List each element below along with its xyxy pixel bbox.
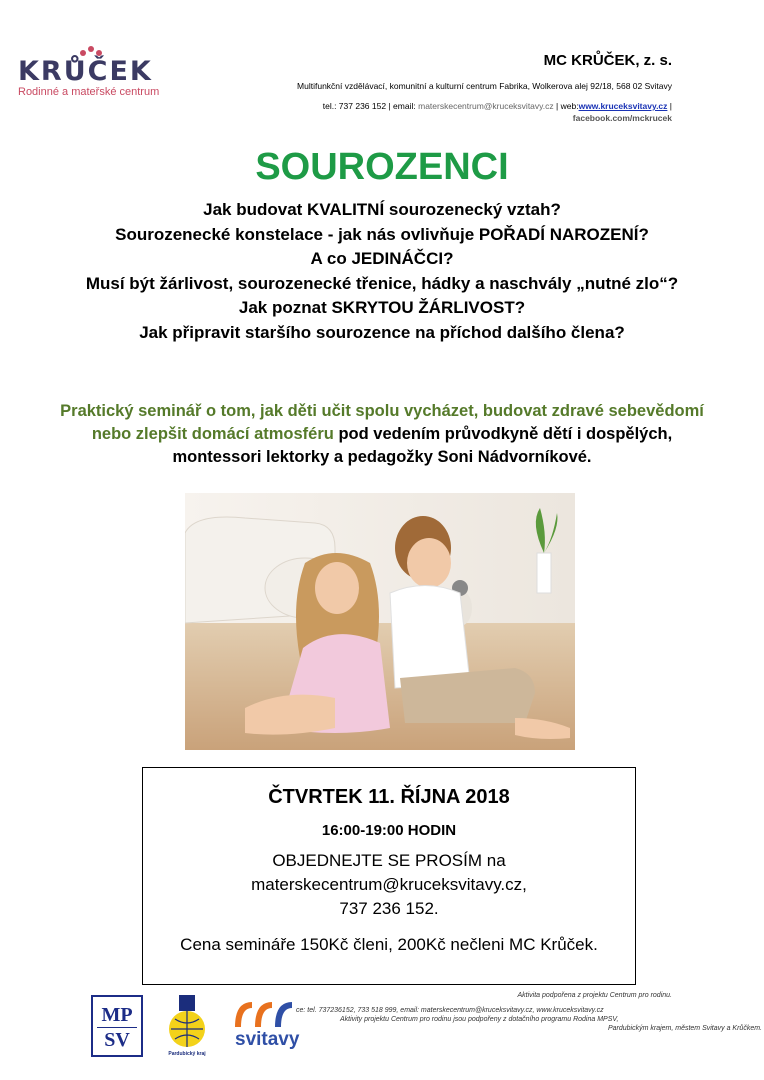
event-date: ČTVRTEK 11. ŘÍJNA 2018	[268, 786, 510, 808]
org-description: Multifunkční vzdělávací, komunitní a kulturní centrum Fabrika, Wolkerova alej 92/18, 568 02 Svitavy	[297, 81, 672, 91]
logo-name: KRŮČEK	[18, 56, 153, 87]
page-title: SOUROZENCI	[255, 146, 509, 188]
mpsv-logo-icon	[91, 995, 143, 1057]
order-phone: 737 236 152.	[339, 899, 439, 918]
order-line: OBJEDNEJTE SE PROSÍM na	[272, 851, 506, 870]
web-link[interactable]: www.kruceksvitavy.cz	[578, 101, 668, 111]
email[interactable]: materskecentrum@kruceksvitavy.cz	[418, 101, 554, 111]
event-time: 16:00-19:00 HODIN	[321, 822, 457, 839]
mpsv-bottom: SV	[97, 1027, 137, 1052]
footer-note: Aktivity projektu Centrum pro rodinu jsou podpořeny z dotačního programu Rodina MPSV,	[340, 1016, 619, 1023]
facebook-link[interactable]: facebook.com/mckrucek	[572, 113, 672, 123]
intro-rest: pod vedením průvodkyně dětí i dospělých, montessori lektorky a pedagožky Soni Nádvorníkové.	[172, 425, 673, 466]
web-label: web:	[560, 101, 579, 111]
question: Musí být žárlivost, sourozenecké třenice, hádky a naschvály „nutné zlo“?	[85, 273, 679, 293]
krucek-logo	[18, 50, 188, 100]
order-email[interactable]: materskecentrum@kruceksvitavy.cz,	[251, 875, 527, 894]
separator: |	[556, 101, 559, 111]
siblings-photo	[185, 493, 575, 750]
question: Jak poznat SKRYTOU ŽÁRLIVOST?	[238, 298, 526, 317]
question: A co JEDINÁČCI?	[310, 249, 454, 268]
logo-tagline: Rodinné a mateřské centrum	[18, 86, 160, 98]
email-label: email:	[393, 101, 416, 111]
svitavy-logo-icon	[234, 999, 304, 1054]
question: Sourozenecké konstelace - jak nás ovlivňuje POŘADÍ NAROZENÍ?	[115, 224, 649, 244]
intro-highlight: Praktický seminář o tom, jak děti učit spolu vycházet, budovat zdravé sebevědomí nebo zlepšit domácí atmosféru	[60, 402, 704, 443]
kraj-label: Pardubický kraj	[168, 1051, 206, 1057]
event-box	[142, 767, 636, 985]
svitavy-label: svitavy	[235, 1029, 300, 1050]
footer-contact: ce: tel. 737236152, 733 518 999, email: materskecentrum@kruceksvitavy.cz, www.kruceksvitavy.cz	[296, 1007, 604, 1014]
contact-line	[323, 101, 672, 111]
pardubicky-kraj-logo-icon	[165, 993, 209, 1063]
footer-note: Aktivita podpořena z projektu Centrum pro rodinu.	[517, 992, 672, 999]
separator: |	[669, 101, 672, 111]
tel: tel.: 737 236 152	[322, 101, 387, 111]
order-info	[143, 849, 635, 921]
seminar-intro	[60, 400, 704, 469]
siblings-illustration	[185, 493, 575, 750]
footer-note: Pardubickým krajem, městem Svitavy a Krůčkem.	[607, 1025, 762, 1032]
org-name: MC KRŮČEK, z. s.	[543, 52, 672, 69]
question: Jak budovat KVALITNÍ sourozenecký vztah?	[203, 200, 561, 219]
price-info: Cena semináře 150Kč členi, 200Kč nečleni MC Krůček.	[180, 935, 598, 954]
question: Jak připravit staršího sourozence na příchod dalšího člena?	[139, 322, 625, 342]
separator: |	[388, 101, 391, 111]
questions-list	[40, 198, 724, 345]
mpsv-top: MP	[101, 1004, 133, 1026]
